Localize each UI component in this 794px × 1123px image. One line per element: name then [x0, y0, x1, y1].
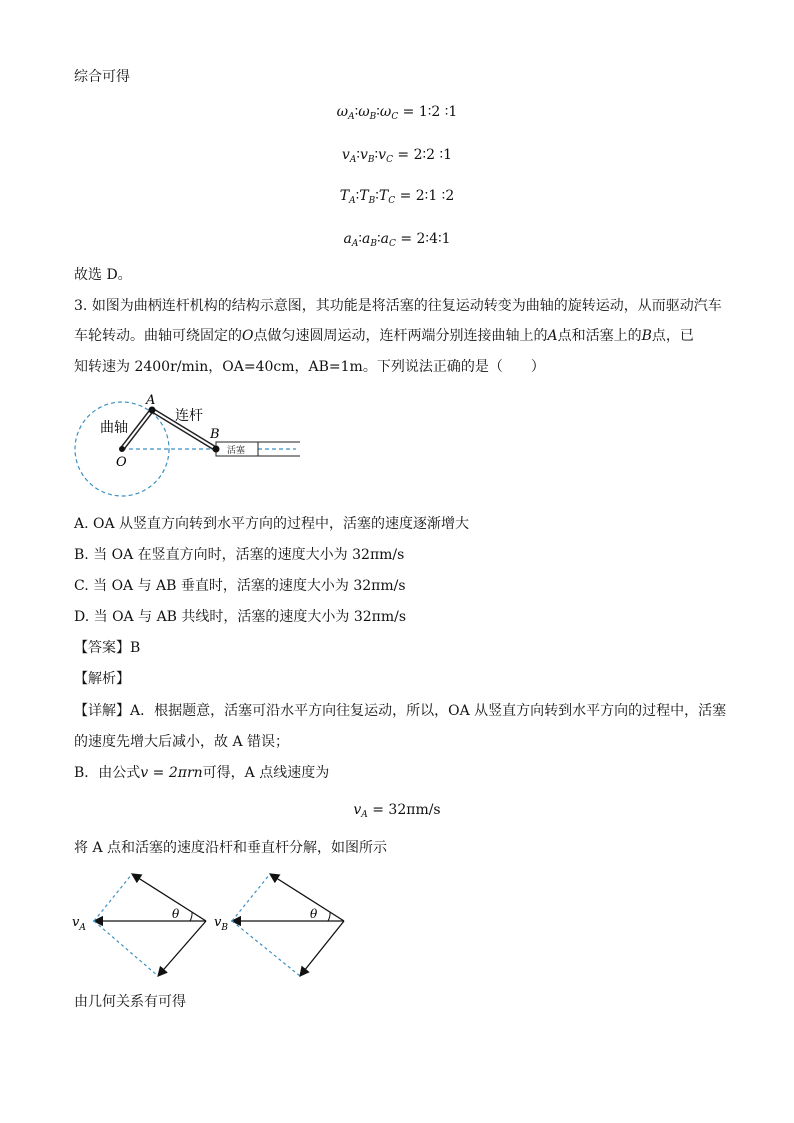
detail-line1: 【详解】A．根据题意，活塞可沿水平方向往复运动，所以，OA 从竖直方向转到水平方向的过程中，活塞 — [74, 703, 727, 719]
intro-text: 综合可得 — [74, 69, 130, 85]
label-rod: 连杆 — [175, 408, 203, 424]
label-a: A — [146, 393, 156, 408]
equation-velocity: $v_A∶v_B∶v_C$ = 2∶2 ∶1 — [341, 147, 453, 165]
diagram-vb — [214, 874, 344, 976]
detail-line2: 的速度先增大后减小，故 A 错误； — [74, 734, 290, 750]
equation-va: $v_A = 32\pi m/s$ — [353, 802, 441, 820]
vb-dashed-bottom — [232, 921, 300, 976]
vb-rod-component — [270, 874, 344, 921]
option-c: C. 当 OA 与 AB 垂直时，活塞的速度大小为 32πm/s — [74, 578, 406, 594]
vb-perp-component — [300, 921, 344, 976]
label-o: O — [116, 455, 127, 470]
conclusion-text: 故选 D。 — [74, 267, 132, 283]
vb-theta-label: θ — [310, 907, 318, 921]
point-b-dot — [213, 446, 220, 453]
option-b: B. 当 OA 在竖直方向时，活塞的速度大小为 32πm/s — [74, 547, 405, 563]
point-o-dot — [119, 446, 125, 452]
equation-period: $T_A∶T_B∶T_C$ = 2∶1 ∶2 — [339, 188, 455, 206]
label-crank: 曲轴 — [100, 420, 128, 436]
piston-label: 活塞 — [227, 446, 246, 456]
question-stem-line1: 3. 如图为曲柄连杆机构的结构示意图，其功能是将活塞的往复运动转变为曲轴的旋转运动，从而驱动汽车 — [74, 298, 722, 314]
va-label: $v_A$ — [72, 915, 86, 933]
vb-label: $v_B$ — [214, 915, 228, 933]
diagram-va — [72, 874, 206, 976]
question-stem-line3: 知转速为 2400r/min，OA=40cm，AB=1m。下列说法正确的是（ ） — [74, 359, 545, 375]
option-d: D. 当 OA 与 AB 共线时，活塞的速度大小为 32πm/s — [74, 609, 407, 625]
crank-mechanism-figure — [68, 388, 308, 500]
va-angle-arc — [190, 912, 192, 921]
va-theta-label: θ — [172, 907, 180, 921]
answer-text: 【答案】B — [74, 640, 141, 656]
decompose-text: 将 A 点和活塞的速度沿杆和垂直杆分解，如图所示 — [74, 840, 388, 856]
label-b: B — [210, 427, 220, 442]
vb-angle-arc — [328, 912, 330, 921]
va-dashed-bottom — [94, 921, 158, 976]
option-a: A. OA 从竖直方向转到水平方向的过程中，活塞的速度逐渐增大 — [74, 516, 470, 532]
analysis-title: 【解析】 — [74, 671, 130, 687]
geometry-text: 由几何关系有可得 — [74, 994, 186, 1010]
vb-dashed-top — [232, 874, 270, 921]
equation-omega: $\omega_A∶\omega_B∶\omega_C$ = 1∶2 ∶1 — [336, 104, 458, 122]
detail-line3: B．由公式v = 2πrn可得，A 点线速度为 — [74, 765, 330, 781]
velocity-decomposition-figure — [70, 866, 360, 982]
question-stem-line2: 车轮转动。曲轴可绕固定的O点做匀速圆周运动，连杆两端分别连接曲轴上的A点和活塞上的B点，已 — [74, 328, 694, 344]
va-dashed-top — [94, 874, 132, 921]
va-perp-component — [158, 921, 206, 976]
va-rod-component — [132, 874, 206, 921]
equation-acceleration: $a_A∶a_B∶a_C$ = 2∶4∶1 — [343, 231, 451, 249]
